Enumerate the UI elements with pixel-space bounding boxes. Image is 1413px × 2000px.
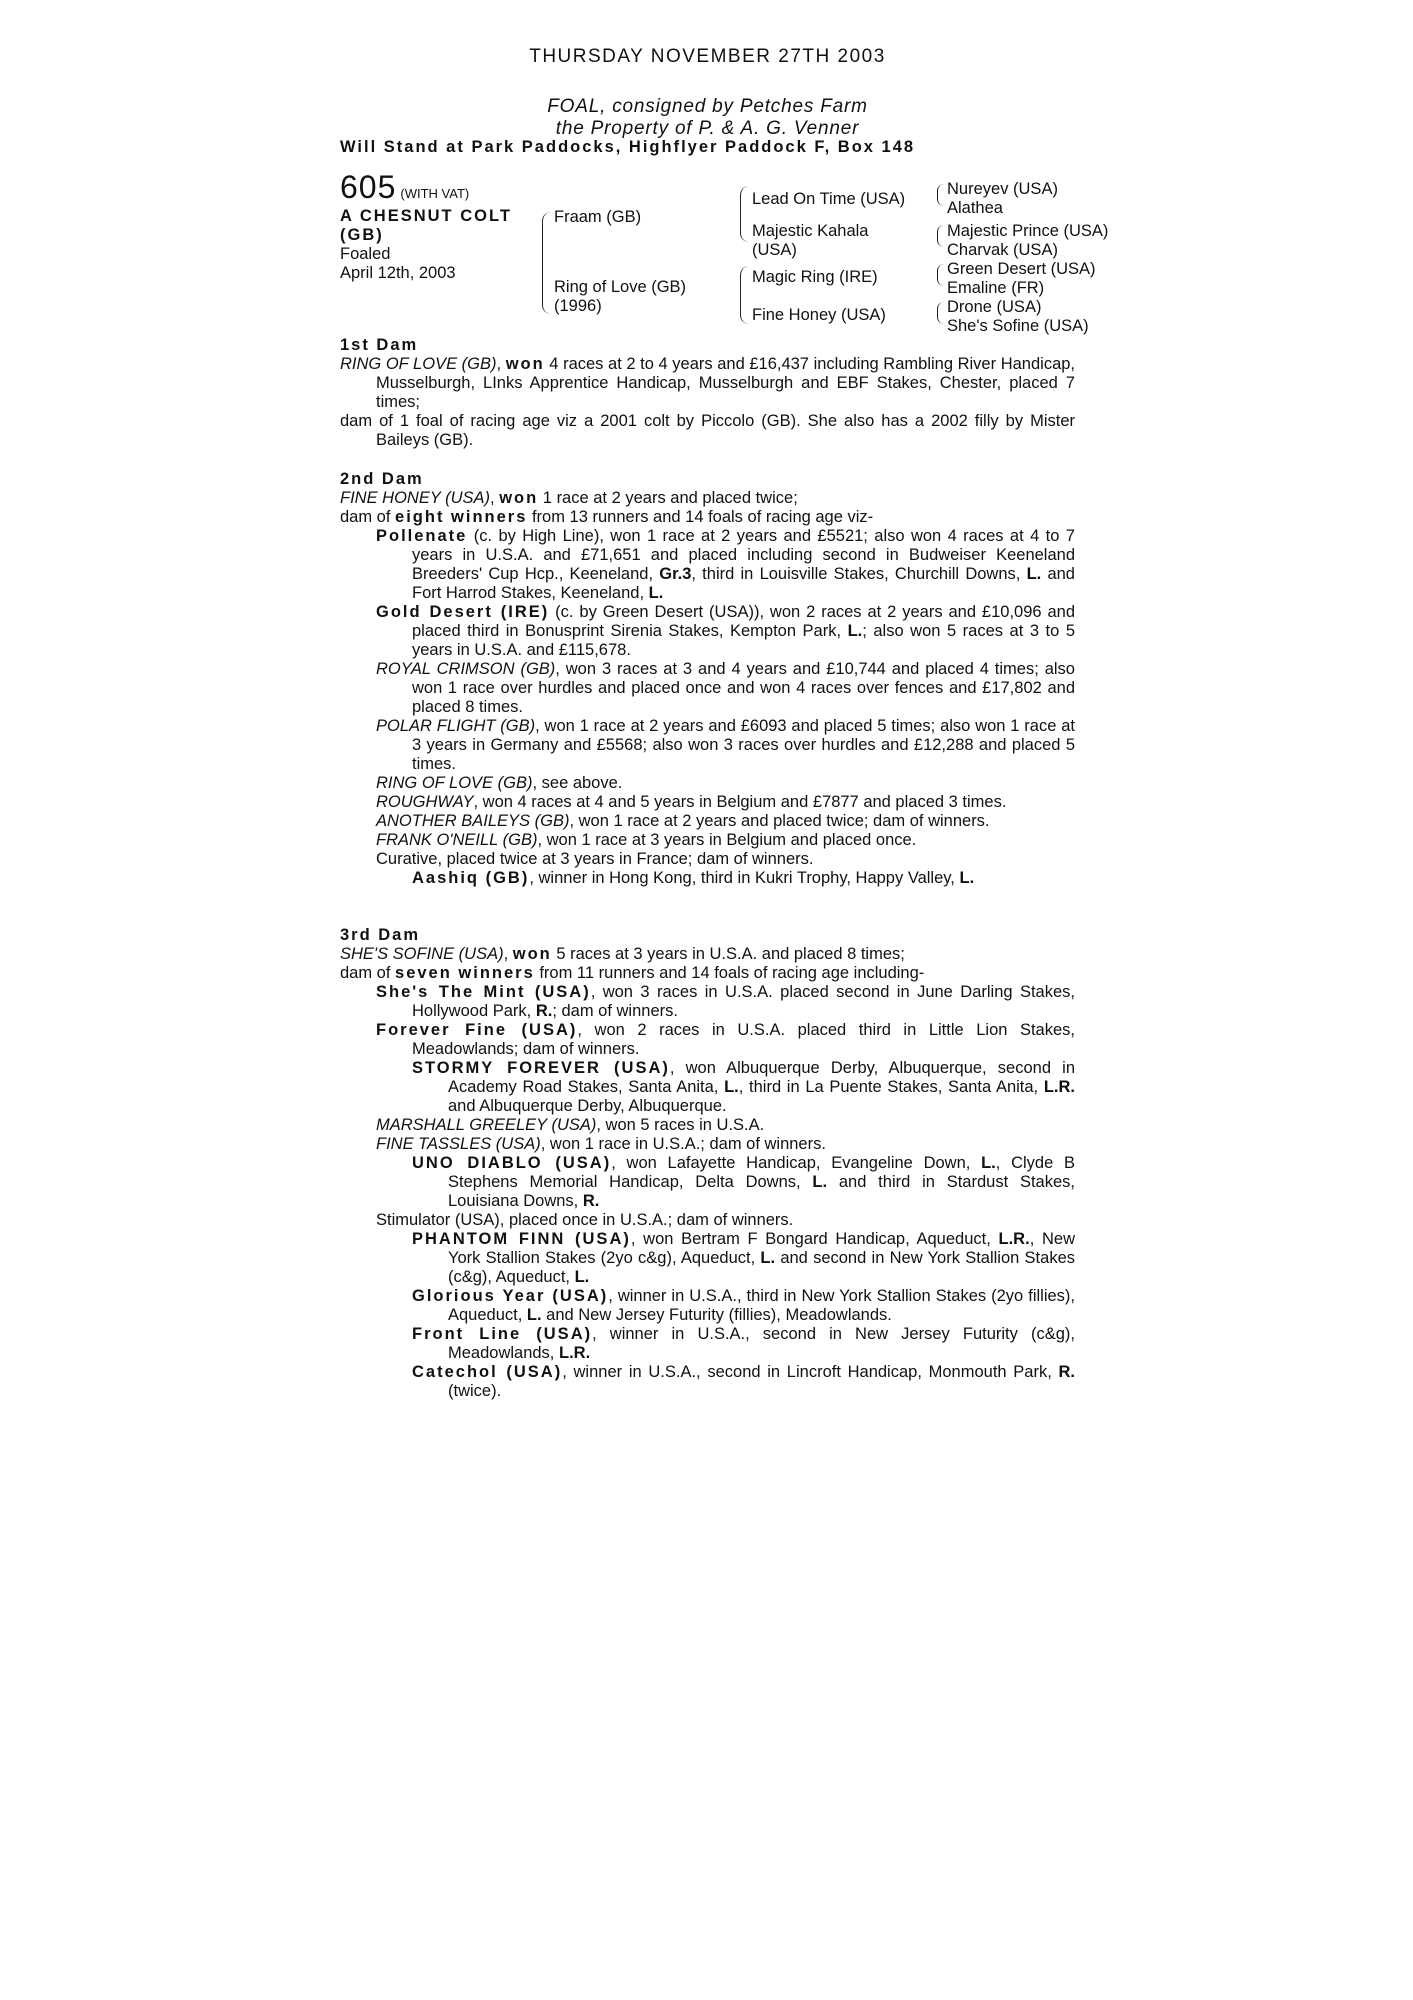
- dam: Ring of Love (GB): [554, 278, 687, 296]
- sale-date: THURSDAY NOVEMBER 27TH 2003: [529, 46, 886, 67]
- second-dam-heading: 2nd Dam: [340, 470, 424, 488]
- sire-dam-country: (USA): [752, 241, 797, 259]
- produce-curative: Curative, placed twice at 3 years in France; dam of winners.: [376, 850, 814, 868]
- first-dam-won: won: [505, 355, 545, 373]
- sire-sire-dam: Alathea: [947, 199, 1003, 217]
- sire: Fraam (GB): [554, 208, 642, 226]
- sire-sire: Lead On Time (USA): [752, 190, 906, 208]
- dam-sire-dam: Emaline (FR): [947, 279, 1045, 297]
- lot-country: (GB): [340, 226, 384, 244]
- second-dam-name: FINE HONEY (USA): [340, 489, 491, 507]
- produce-front-line: Front Line (USA), winner in U.S.A., second in New Jersey Futurity (c&g), Meadowlands, L.R.: [412, 1325, 1075, 1362]
- second-dam-produce: dam of eight winners from 13 runners and 14 foals of racing age viz-: [340, 508, 874, 526]
- produce-frank-oneill: FRANK O'NEILL (GB), won 1 race at 3 years in Belgium and placed once.: [376, 831, 917, 849]
- produce-catechol: Catechol (USA), winner in U.S.A., second in Lincroft Handicap, Monmouth Park, R. (twice).: [412, 1363, 1076, 1400]
- first-dam-heading: 1st Dam: [340, 336, 419, 354]
- produce-aashiq: Aashiq (GB), winner in Hong Kong, third in Kukri Trophy, Happy Valley, L.: [412, 869, 975, 887]
- foal-date: April 12th, 2003: [340, 264, 456, 282]
- stand-location: Will Stand at Park Paddocks, Highflyer Paddock F, Box 148: [340, 138, 916, 156]
- lot-info: [340, 169, 520, 283]
- third-dam-section: [340, 926, 1075, 1401]
- brace-3b: [937, 225, 944, 247]
- third-dam-heading: 3rd Dam: [340, 926, 421, 944]
- dam-year: (1996): [554, 297, 602, 315]
- produce-another-baileys: ANOTHER BAILEYS (GB), won 1 race at 2 years and placed twice; dam of winners.: [376, 812, 990, 830]
- produce-marshall-greeley: MARSHALL GREELEY (USA), won 5 races in U.S.A.: [376, 1116, 765, 1134]
- dam-dam-dam: She's Sofine (USA): [947, 317, 1089, 335]
- dam-sire-sire: Green Desert (USA): [947, 260, 1096, 278]
- third-dam-produce: dam of seven winners from 11 runners and 14 foals of racing age including-: [340, 964, 925, 982]
- dam-dam-sire: Drone (USA): [947, 298, 1042, 316]
- produce-royal-crimson: ROYAL CRIMSON (GB), won 3 races at 3 and 4 years and £10,744 and placed 4 times; also won 1 race over hurdles and placed once and won 4 races over fences and £17,802 and placed 8 times.: [376, 660, 1075, 716]
- consigned-line: FOAL, consigned by Petches Farm: [547, 96, 868, 117]
- first-dam-name: RING OF LOVE (GB): [340, 355, 497, 373]
- sire-dam-sire: Majestic Prince (USA): [947, 222, 1109, 240]
- produce-stimulator: Stimulator (USA), placed once in U.S.A.; dam of winners.: [376, 1211, 794, 1229]
- third-dam-name: SHE'S SOFINE (USA): [340, 945, 504, 963]
- first-dam-record: RING OF LOVE (GB), won 4 races at 2 to 4 years and £16,437 including Rambling River Handicap, Musselburgh, LInks Apprentice Handicap, Musselburgh and EBF Stakes, Chester, placed 7 times;: [340, 355, 1076, 411]
- consignor-block: [340, 96, 1075, 140]
- brace-3c: [937, 264, 944, 286]
- produce-roughway: ROUGHWAY, won 4 races at 4 and 5 years in Belgium and £7877 and placed 3 times.: [376, 793, 1007, 811]
- brace-2b: [740, 266, 749, 324]
- lot-description: A CHESNUT COLT: [340, 207, 512, 225]
- brace-3d: [937, 302, 944, 324]
- sire-sire-sire: Nureyev (USA): [947, 180, 1058, 198]
- second-dam-section: [340, 470, 1075, 888]
- first-dam-produce: dam of 1 foal of racing age viz a 2001 colt by Piccolo (GB). She also has a 2002 filly by Mister Baileys (GB).: [340, 412, 1075, 449]
- produce-phantom-finn: PHANTOM FINN (USA), won Bertram F Bongard Handicap, Aqueduct, L.R., New York Stallion Stakes (2yo c&g), Aqueduct, L. and second in New York Stallion Stakes (c&g), Aqueduct, L.: [412, 1230, 1075, 1286]
- brace-3a: [937, 184, 944, 206]
- produce-pollenate: Pollenate (c. by High Line), won 1 race at 2 years and £5521; also won 4 races at 4 to 7 years in U.S.A. and £71,651 and placed including second in Budweiser Keeneland Breeders' Cup Hcp., Keeneland, Gr.3, third in Louisville Stakes, Churchill Downs, L. and Fort Harrod Stakes, Keeneland, L.: [376, 527, 1075, 602]
- produce-ring-of-love: RING OF LOVE (GB), see above.: [376, 774, 623, 792]
- first-dam-section: [340, 336, 1075, 450]
- produce-gold-desert: Gold Desert (IRE) (c. by Green Desert (USA)), won 2 races at 2 years and £10,096 and placed third in Bonusprint Sirenia Stakes, Kempton Park, L.; also won 5 races at 3 to 5 years in U.S.A. and £115,678.: [376, 603, 1075, 659]
- brace-1: [542, 212, 551, 314]
- property-line: the Property of P. & A. G. Venner: [555, 118, 860, 139]
- third-dam-record: SHE'S SOFINE (USA), won 5 races at 3 years in U.S.A. and placed 8 times;: [340, 945, 905, 963]
- lot-number: 605: [340, 169, 397, 205]
- produce-forever-fine: Forever Fine (USA), won 2 races in U.S.A. placed third in Little Lion Stakes, Meadowlands; dam of winners.: [376, 1021, 1075, 1058]
- brace-2a: [740, 186, 749, 242]
- dam-dam: Fine Honey (USA): [752, 306, 886, 324]
- sire-dam: Majestic Kahala: [752, 222, 869, 240]
- produce-polar-flight: POLAR FLIGHT (GB), won 1 race at 2 years and £6093 and placed 5 times; also won 1 race at 3 years in Germany and £5568; also won 3 races over hurdles and £12,288 and placed 5 times.: [376, 717, 1075, 773]
- produce-shes-the-mint: She's The Mint (USA), won 3 races in U.S.A. placed second in June Darling Stakes, Hollywood Park, R.; dam of winners.: [376, 983, 1075, 1020]
- produce-uno-diablo: UNO DIABLO (USA), won Lafayette Handicap, Evangeline Down, L., Clyde B Stephens Memorial Handicap, Delta Downs, L. and third in Stardust Stakes, Louisiana Downs, R.: [412, 1154, 1075, 1210]
- produce-fine-tassles: FINE TASSLES (USA), won 1 race in U.S.A.; dam of winners.: [376, 1135, 826, 1153]
- sire-dam-dam: Charvak (USA): [947, 241, 1058, 259]
- foaled-label: Foaled: [340, 245, 391, 263]
- produce-stormy-forever: STORMY FOREVER (USA), won Albuquerque Derby, Albuquerque, second in Academy Road Stakes, Santa Anita, L., third in La Puente Stakes, Santa Anita, L.R. and Albuquerque Derby, Albuquerque.: [412, 1059, 1075, 1115]
- second-dam-record: FINE HONEY (USA), won 1 race at 2 years and placed twice;: [340, 489, 798, 507]
- lot-vat: (WITH VAT): [400, 186, 470, 201]
- dam-sire: Magic Ring (IRE): [752, 268, 878, 286]
- produce-glorious-year: Glorious Year (USA), winner in U.S.A., third in New York Stallion Stakes (2yo fillies), Aqueduct, L. and New Jersey Futurity (fillies), Meadowlands.: [412, 1287, 1075, 1324]
